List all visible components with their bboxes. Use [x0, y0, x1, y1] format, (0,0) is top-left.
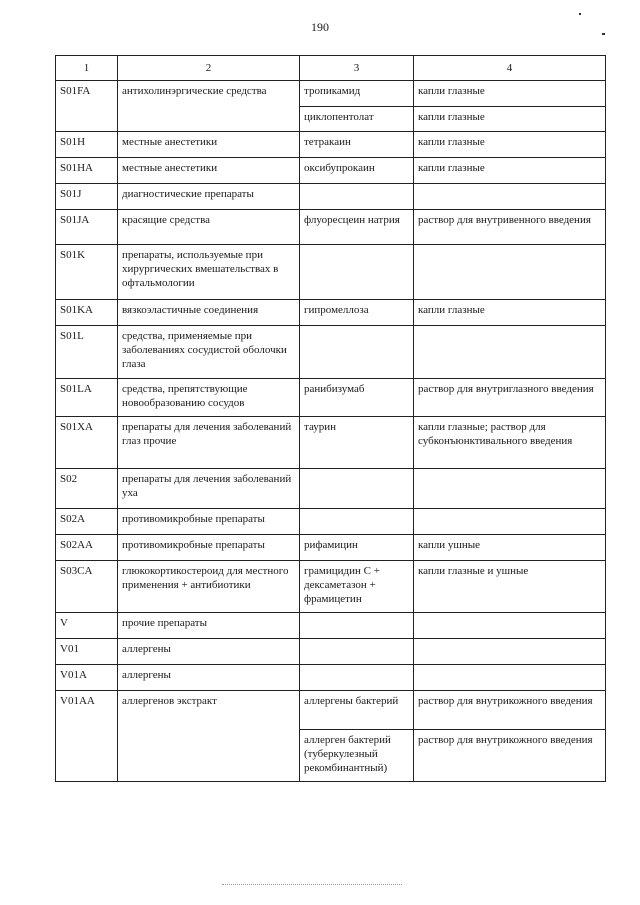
group-cell: аллергены: [118, 639, 300, 665]
code-cell: S01H: [56, 132, 118, 158]
code-cell: S01LA: [56, 379, 118, 417]
group-cell: препараты для лечения заболеваний глаз прочие: [118, 417, 300, 469]
drug-cell: ранибизумаб: [300, 379, 414, 417]
drug-cell: [300, 245, 414, 300]
drug-cell: [300, 184, 414, 210]
header-cell-group: 2: [118, 56, 300, 81]
table-header-row: [56, 56, 606, 81]
form-cell: капли глазные: [414, 81, 606, 107]
form-cell: [414, 613, 606, 639]
drug-cell: [300, 665, 414, 691]
table-row: [56, 535, 606, 561]
drug-cell: флуоресцеин натрия: [300, 210, 414, 245]
page-number: 190: [311, 20, 329, 34]
form-cell: капли глазные: [414, 300, 606, 326]
table-row: [56, 509, 606, 535]
group-cell: местные анестетики: [118, 132, 300, 158]
group-cell: аллергенов экстракт: [118, 691, 300, 782]
table-row: [56, 417, 606, 469]
drug-cell: [300, 639, 414, 665]
drug-cell: аллерген бактерий (туберкулезный рекомбинантный): [300, 730, 414, 782]
form-cell: раствор для внутривенного введения: [414, 210, 606, 245]
code-cell: V01A: [56, 665, 118, 691]
drug-cell: таурин: [300, 417, 414, 469]
form-cell: капли глазные: [414, 158, 606, 184]
drug-cell: [300, 326, 414, 379]
code-cell: V: [56, 613, 118, 639]
footer-divider: [222, 884, 402, 885]
group-cell: средства, применяемые при заболеваниях сосудистой оболочки глаза: [118, 326, 300, 379]
table-row: [56, 613, 606, 639]
drug-cell: [300, 509, 414, 535]
group-cell: диагностические препараты: [118, 184, 300, 210]
code-cell: V01: [56, 639, 118, 665]
header-cell-drug: 3: [300, 56, 414, 81]
header-cell-form: 4: [414, 56, 606, 81]
code-cell: S01K: [56, 245, 118, 300]
form-cell: [414, 245, 606, 300]
drug-cell: аллергены бактерий: [300, 691, 414, 730]
form-cell: раствор для внутрикожного введения: [414, 691, 606, 730]
code-cell: S02A: [56, 509, 118, 535]
scan-speck: [602, 33, 605, 35]
drug-cell: [300, 469, 414, 509]
drug-cell: тропикамид: [300, 81, 414, 107]
table-row: [56, 81, 606, 107]
form-cell: капли глазные: [414, 132, 606, 158]
group-cell: препараты, используемые при хирургических вмешательствах в офтальмологии: [118, 245, 300, 300]
code-cell: S01L: [56, 326, 118, 379]
drug-table-body: [56, 56, 606, 782]
table-row: [56, 300, 606, 326]
table-row: [56, 210, 606, 245]
form-cell: раствор для внутриглазного введения: [414, 379, 606, 417]
table-row: [56, 639, 606, 665]
drug-table: [55, 55, 606, 782]
drug-cell: [300, 613, 414, 639]
group-cell: глюкокортикостероид для местного применения + антибиотики: [118, 561, 300, 613]
table-row: [56, 691, 606, 730]
group-cell: прочие препараты: [118, 613, 300, 639]
code-cell: S01JA: [56, 210, 118, 245]
drug-cell: грамицидин С + дексаметазон + фрамицетин: [300, 561, 414, 613]
drug-cell: оксибупрокаин: [300, 158, 414, 184]
table-row: [56, 665, 606, 691]
group-cell: вязкоэластичные соединения: [118, 300, 300, 326]
table-row: [56, 184, 606, 210]
code-cell: S02: [56, 469, 118, 509]
scan-speck: [579, 13, 581, 15]
group-cell: противомикробные препараты: [118, 535, 300, 561]
table-row: [56, 132, 606, 158]
group-cell: красящие средства: [118, 210, 300, 245]
drug-cell: рифамицин: [300, 535, 414, 561]
drug-cell: гипромеллоза: [300, 300, 414, 326]
code-cell: S02AA: [56, 535, 118, 561]
table-row: [56, 469, 606, 509]
group-cell: противомикробные препараты: [118, 509, 300, 535]
group-cell: аллергены: [118, 665, 300, 691]
form-cell: [414, 184, 606, 210]
code-cell: S01J: [56, 184, 118, 210]
form-cell: [414, 469, 606, 509]
table-row: [56, 379, 606, 417]
form-cell: [414, 639, 606, 665]
table-row: [56, 326, 606, 379]
table-row: [56, 561, 606, 613]
group-cell: антихолинэргические средства: [118, 81, 300, 132]
form-cell: раствор для внутрикожного введения: [414, 730, 606, 782]
form-cell: [414, 665, 606, 691]
group-cell: средства, препятствующие новообразованию сосудов: [118, 379, 300, 417]
form-cell: капли глазные; раствор для субконъюнктивального введения: [414, 417, 606, 469]
table-row: [56, 158, 606, 184]
table-row: [56, 245, 606, 300]
header-cell-code: 1: [56, 56, 118, 81]
form-cell: [414, 509, 606, 535]
code-cell: S01KA: [56, 300, 118, 326]
code-cell: S01FA: [56, 81, 118, 132]
drug-cell: циклопентолат: [300, 107, 414, 132]
form-cell: [414, 326, 606, 379]
form-cell: капли глазные и ушные: [414, 561, 606, 613]
form-cell: капли глазные: [414, 107, 606, 132]
code-cell: S01XA: [56, 417, 118, 469]
code-cell: V01AA: [56, 691, 118, 782]
code-cell: S03CA: [56, 561, 118, 613]
code-cell: S01HA: [56, 158, 118, 184]
drug-cell: тетракаин: [300, 132, 414, 158]
group-cell: местные анестетики: [118, 158, 300, 184]
group-cell: препараты для лечения заболеваний уха: [118, 469, 300, 509]
form-cell: капли ушные: [414, 535, 606, 561]
